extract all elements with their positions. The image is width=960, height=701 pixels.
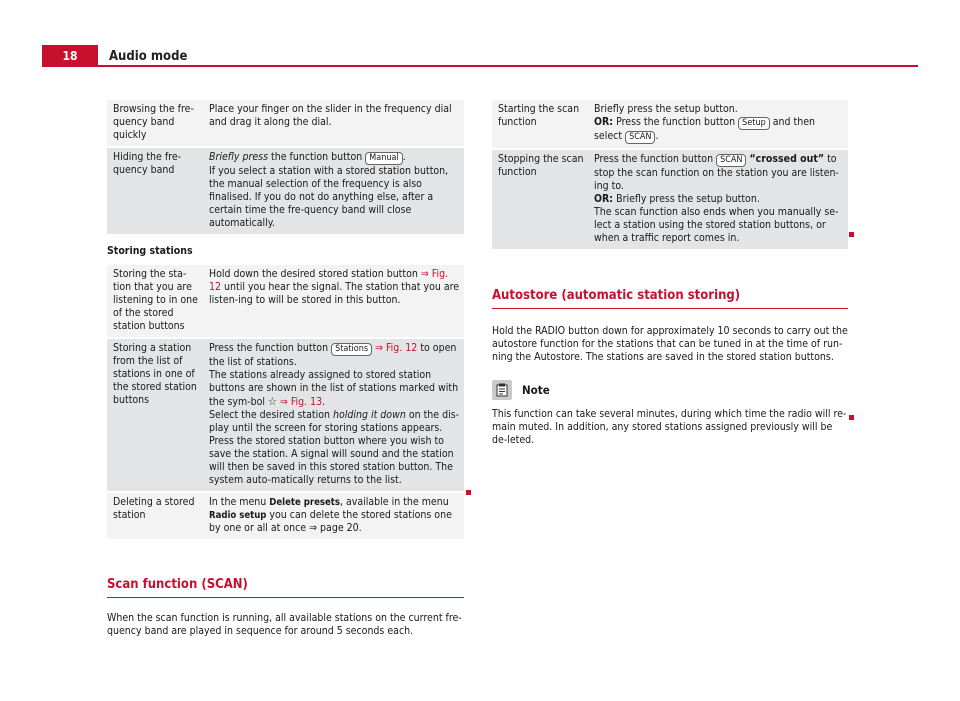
text: the function button [271,151,363,163]
storing-table [107,263,464,541]
note-header [492,380,848,400]
text: In the menu [209,496,267,508]
scan-button-label: SCAN [625,131,655,144]
text: The scan function also ends when you manually se-lect a station using the stored station buttons, or when a traffic report comes in. [594,206,839,244]
fig-reference[interactable]: ⇒ Fig. 12 [375,342,418,354]
or-label: OR: [594,193,614,205]
row-text [205,148,464,234]
row-key: Stopping the scan function [492,150,590,249]
table-row [492,100,848,148]
scan-function-text: When the scan function is running, all available stations on the current fre-quency band are played in sequence for around 5 seconds each. [107,612,462,637]
manual-button-label: Manual [365,152,402,165]
page-number: 18 [62,49,78,63]
text: Press the stored station button where you wish to save the station. A signal will sound and the station will then be saved in this stored station button. The system auto-matically returns to the list. [209,435,454,486]
text: you can delete the stored stations one by one or all at once ⇒ page 20. [209,509,452,534]
left-column [107,98,464,638]
note-title: Note [522,383,550,397]
text: Select the desired station [209,409,330,421]
text: The stations already assigned to stored station buttons are shown in the list of stations marked with the sym-bol [209,369,459,408]
text: and then select [594,116,816,142]
table-row [107,339,464,491]
page-number-badge [42,45,98,67]
note-icon [492,380,512,400]
autostore-text: Hold the RADIO button down for approximately 10 seconds to carry out the autostore function for the stations that can be tuned in at the time of run-ning the Autostore. The stations are saved in the stored station buttons. [492,325,848,363]
setup-button-label: Setup [738,117,770,130]
text: Press the function button [594,153,714,165]
right-column [492,98,848,447]
scan-function-heading: Scan function (SCAN) [107,577,464,598]
fig-reference[interactable]: ⇒ Fig. 13 [279,396,323,408]
table-row [107,493,464,539]
text: . [322,396,326,408]
stations-button-label: Stations [331,343,372,356]
text: , available in the menu [339,496,449,508]
row-key: Deleting a stored station [107,493,205,539]
table-row [107,100,464,146]
section-title: Audio mode [109,49,188,64]
row-key: Browsing the fre-quency band quickly [107,100,205,146]
text: Briefly press the setup button. [594,103,738,115]
section-end-marker [849,415,854,420]
row-text: Place your finger on the slider in the frequency dial and drag it along the dial. [205,100,464,146]
table-row [107,148,464,234]
italic-text: holding it down [332,409,406,421]
note-text: This function can take several minutes, during which time the radio will re-main muted. In addition, any stored stations assigned previously will be de-leted. [492,408,847,446]
scan-table [492,98,848,251]
autostore-heading: Autostore (automatic station storing) [492,288,848,309]
frequency-table [107,98,464,236]
storing-stations-label: Storing stations [107,245,193,257]
row-text [205,339,464,491]
fig-reference[interactable]: ⇒ Fig. 12 [209,268,449,293]
row-text [590,150,848,249]
text: Briefly press the setup button. [616,193,760,205]
text: . [402,151,406,163]
row-key: Starting the scan function [492,100,590,148]
text: until you hear the signal. The station that you are listen-ing to will be stored in this button. [209,281,460,306]
header-rule [98,65,918,67]
row-text [205,493,464,539]
text: Hold down the desired stored station button [209,268,418,280]
row-key: Hiding the fre-quency band [107,148,205,234]
text: Press the function button [616,116,736,128]
text: to open the list of stations. [209,342,457,368]
row-key: Storing the sta-tion that you are listening to in one of the stored station buttons [107,265,205,337]
section-end-marker [466,490,471,495]
row-text [590,100,848,148]
text: to stop the scan function on the station you are listen-ing to. [594,153,839,192]
row-key: Storing a station from the list of stations in one of the stored station buttons [107,339,205,491]
section-end-marker [849,232,854,237]
italic-text: Briefly press [209,151,269,163]
table-row [492,150,848,249]
row-text [205,265,464,337]
scan-button-label: SCAN [716,154,746,167]
text: on the dis-play until the screen for storing stations appears. [209,409,460,434]
star-icon: ☆ [268,395,277,408]
bold-text: “crossed out” [749,153,825,165]
menu-name: Radio setup [209,510,267,521]
text: If you select a station with a stored station button, the manual selection of the frequency is also finalised. If you do not do anything else, after a certain time the fre-quency band will close automatically. [209,165,449,229]
or-label: OR: [594,116,614,128]
text: Press the function button [209,342,329,354]
text: . [655,130,659,142]
menu-name: Delete presets [269,497,340,508]
table-row [107,265,464,337]
